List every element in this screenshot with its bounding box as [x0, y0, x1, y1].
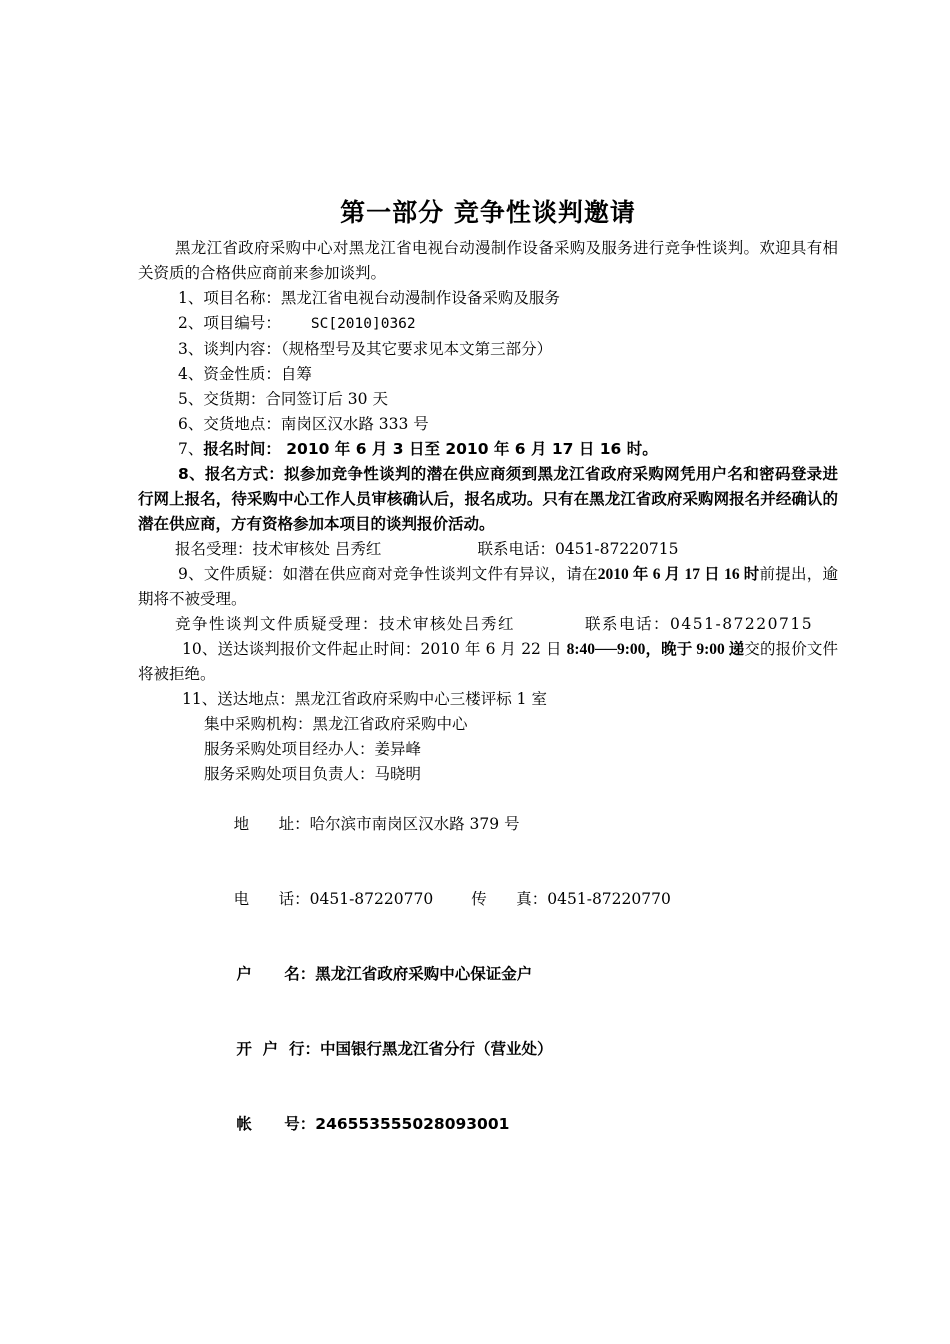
item-document-challenge-tail: 前提出，逾期将不被受理。 — [138, 565, 838, 608]
document-title: 第一部分 竞争性谈判邀请 — [340, 198, 636, 227]
contact-tel-label: 电 话： — [233, 890, 310, 908]
contact-bank — [138, 1012, 838, 1087]
registration-phone: 联系电话：0451-87220715 — [477, 540, 679, 558]
intro-paragraph: 黑龙江省政府采购中心对黑龙江省电视台动漫制作设备采购及服务进行竞争性谈判。欢迎具有相关资质的合格供应商前来参加谈判。 — [138, 239, 838, 282]
item-registration-time-prefix: 7、 — [178, 440, 204, 458]
contact-fax-label: 传 真： — [471, 890, 548, 908]
item-registration-method: 8、报名方式：拟参加竞争性谈判的潜在供应商须到黑龙江省政府采购网凭用户名和密码登录进行网上报名，待采购中心工作人员审核确认后，报名成功。只有在黑龙江省政府采购网报名并经确认的潜在供应商，方有资格参加本项目的谈判报价活动。 — [138, 465, 838, 533]
item-registration-time — [138, 437, 838, 462]
item-submission-time-range: 8:40──9:00，晚于 9:00 递 — [566, 641, 745, 658]
item-registration-time-text: 报名时间： 2010 年 6 月 3 日至 2010 年 6 月 17 日 16 时。 — [203, 440, 658, 458]
contact-account-name-value: 黑龙江省政府采购中心保证金户 — [315, 965, 533, 983]
registration-accept: 报名受理：技术审核处 吕秀红 — [175, 540, 382, 558]
contact-account-name — [138, 937, 838, 1012]
contact-manager: 服务采购处项目经办人：姜异峰 — [204, 740, 422, 758]
contact-phone-fax — [138, 862, 838, 937]
item-delivery-period: 5、交货期：合同签订后 30 天 — [178, 390, 388, 408]
document-body — [138, 236, 838, 1162]
contact-bank-value: 中国银行黑龙江省分行（营业处） — [319, 1040, 553, 1058]
contact-account-number — [138, 1087, 838, 1162]
item-submission-time-tail: 交的报价文件将被拒绝。 — [138, 640, 838, 683]
registration-accept-line — [138, 537, 838, 562]
challenge-accept-line — [138, 612, 838, 637]
challenge-accept: 竞争性谈判文件质疑受理：技术审核处吕秀红 — [175, 615, 516, 633]
item-project-number — [138, 311, 838, 337]
item-document-challenge-deadline: 2010 年 6 月 17 日 16 时 — [597, 566, 760, 583]
item-negotiation-content: 3、谈判内容：（规格型号及其它要求见本文第三部分） — [178, 340, 553, 358]
item-project-name: 1、项目名称：黑龙江省电视台动漫制作设备采购及服务 — [178, 289, 560, 307]
challenge-phone: 联系电话：0451-87220715 — [585, 615, 814, 633]
contact-agency: 集中采购机构：黑龙江省政府采购中心 — [204, 715, 468, 733]
item-submission-time — [138, 637, 838, 687]
item-project-number-value: SC[2010]0362 — [310, 316, 416, 332]
contact-account-number-value: 246553555028093001 — [315, 1115, 510, 1133]
item-fund-nature: 4、资金性质：自筹 — [178, 365, 312, 383]
item-document-challenge-text: 9、文件质疑：如潜在供应商对竞争性谈判文件有异议，请在 — [178, 565, 598, 583]
contact-account-number-label: 帐 号： — [236, 1115, 316, 1133]
contact-address-label: 地 址： — [233, 815, 310, 833]
contact-address-value: 哈尔滨市南岗区汉水路 379 号 — [309, 815, 520, 833]
contact-fax-value: 0451-87220770 — [547, 890, 671, 908]
contact-tel-value: 0451-87220770 — [309, 890, 434, 908]
contact-lead: 服务采购处项目负责人：马晓明 — [204, 765, 422, 783]
contact-address — [138, 787, 838, 862]
item-delivery-location: 6、交货地点：南岗区汉水路 333 号 — [178, 415, 429, 433]
contact-bank-label: 开 户 行： — [236, 1040, 320, 1058]
item-project-number-label: 2、项目编号： — [178, 314, 281, 332]
item-submission-location: 11、送达地点：黑龙江省政府采购中心三楼评标 1 室 — [182, 690, 547, 708]
contact-account-name-label: 户 名： — [236, 965, 316, 983]
item-submission-time-text: 10、送达谈判报价文件起止时间：2010 年 6 月 22 日 — [182, 640, 567, 658]
item-document-challenge — [138, 562, 838, 612]
